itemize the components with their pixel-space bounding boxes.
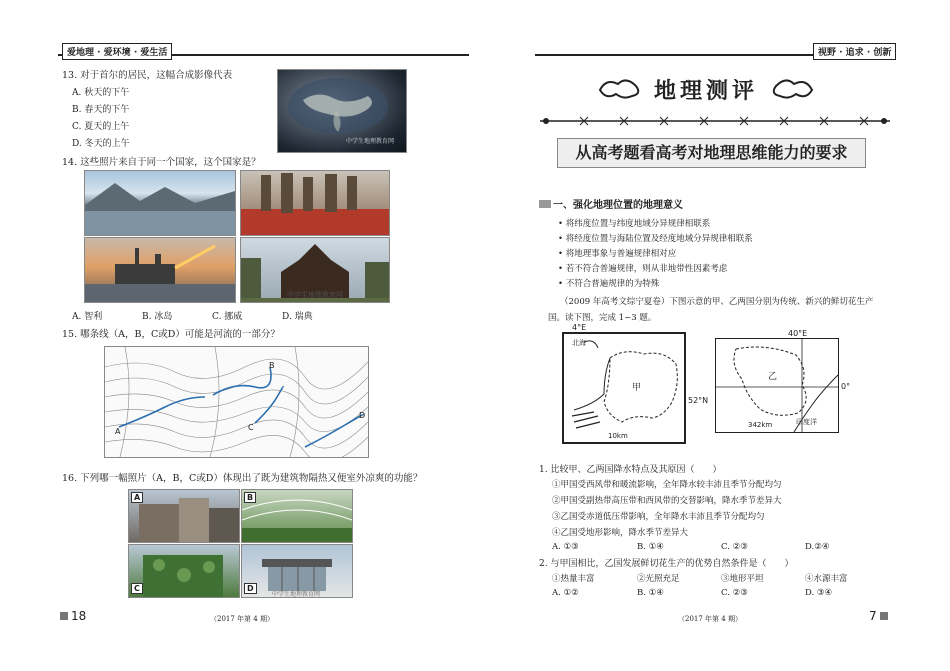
q1-choice-1: ①甲国受西风带和暖流影响，全年降水较丰沛且季节分配均匀 bbox=[552, 480, 782, 490]
line-label-c: C bbox=[248, 423, 254, 432]
section-heading-text: 一、强化地理位置的地理意义 bbox=[553, 200, 683, 211]
modern-building-photo-d bbox=[241, 544, 353, 598]
earth-composite-image bbox=[277, 69, 407, 153]
page-number-text: 18 bbox=[71, 609, 87, 623]
map-jia-lat: 52°N bbox=[688, 396, 709, 405]
q2-stem: 2. 与甲国相比，乙国发展鲜切花生产的优势自然条件是（ ） bbox=[539, 559, 794, 569]
bullet-4: • 若不符合普遍规律，则从非地带性因素考虑 bbox=[558, 264, 728, 274]
q14-option-c: C. 挪威 bbox=[212, 312, 243, 322]
q1-option-c: C. ②③ bbox=[721, 542, 748, 552]
banner-title: 地理测评 bbox=[653, 79, 758, 104]
contour-lines bbox=[105, 347, 368, 457]
q2-option-a: A. ①② bbox=[552, 588, 579, 598]
bullet-2: • 将经度位置与海陆位置及经度地域分异规律相联系 bbox=[558, 234, 753, 244]
map-jia-graphic bbox=[564, 334, 684, 442]
q1-option-b: B. ①④ bbox=[637, 542, 664, 552]
q13-option-a: A. 秋天的下午 bbox=[72, 88, 130, 98]
q2-option-b: B. ①④ bbox=[637, 588, 664, 598]
green-wall-photo-c bbox=[128, 544, 240, 598]
stave-church-photo bbox=[240, 237, 390, 303]
page-number-text: 7 bbox=[869, 609, 877, 623]
q2-choice-4: ④水源丰富 bbox=[805, 574, 848, 584]
q13-option-d: D. 冬天的上午 bbox=[72, 139, 130, 149]
q1-choice-3: ③乙国受赤道低压带影响，全年降水丰沛且季节分配均匀 bbox=[552, 512, 765, 522]
building-photo-a bbox=[128, 489, 240, 543]
q2-option-d: D. ③④ bbox=[805, 588, 833, 598]
q1-option-d: D.②④ bbox=[805, 542, 830, 552]
section-marker-icon bbox=[539, 200, 551, 208]
line-label-b: B bbox=[269, 361, 275, 370]
map-yi-graphic bbox=[716, 339, 838, 432]
map-yi-scale: 342km bbox=[748, 421, 773, 429]
map-yi-lat: 0° bbox=[841, 382, 851, 391]
q2-choice-2: ②光照充足 bbox=[637, 574, 680, 584]
q2-choice-3: ③地形平坦 bbox=[721, 574, 764, 584]
page-marker-icon bbox=[60, 612, 68, 620]
right-page-number bbox=[869, 609, 888, 623]
map-yi-ocean: 印度洋 bbox=[796, 418, 817, 426]
q14-option-b: B. 冰岛 bbox=[142, 312, 173, 322]
question-intro: （2009 年高考文综宁夏卷）下图示意的甲、乙两国分别为传统、新兴的鲜切花生产国。读下图，完成 1~3 题。 bbox=[548, 297, 874, 323]
article-title-box bbox=[557, 138, 866, 168]
topographic-map bbox=[104, 346, 369, 458]
line-label-a: A bbox=[115, 427, 121, 436]
banner bbox=[596, 72, 816, 108]
photo-label-a: A bbox=[131, 492, 143, 503]
photo-label-c: C bbox=[131, 583, 143, 594]
q14-option-d: D. 瑞典 bbox=[282, 312, 313, 322]
dried-fish-photo bbox=[240, 170, 390, 236]
decorative-divider bbox=[540, 112, 890, 124]
oil-platform-photo bbox=[84, 237, 236, 303]
section-heading bbox=[539, 196, 683, 211]
map-jia-sea: 北海 bbox=[572, 339, 586, 347]
q13-option-b: B. 春天的下午 bbox=[72, 105, 130, 115]
photo-watermark: 中学生地理教育网 bbox=[287, 291, 343, 299]
photo-label-d: D bbox=[244, 583, 257, 594]
q16-stem: 16. 下列哪一幅照片（A，B，C或D）体现出了既为建筑物隔热又便室外凉爽的功能？ bbox=[62, 473, 423, 484]
left-footer: （2017 年第 4 期） bbox=[210, 615, 274, 623]
q1-choice-4: ④乙国受地形影响，降水季节差异大 bbox=[552, 528, 689, 538]
photo-label-b: B bbox=[244, 492, 256, 503]
q13-option-c: C. 夏天的上午 bbox=[72, 122, 130, 132]
q13-stem: 13. 对于首尔的居民，这幅合成影像代表 bbox=[62, 70, 233, 81]
q14-option-a: A. 智利 bbox=[72, 312, 103, 322]
greenhouse-photo-b bbox=[241, 489, 353, 543]
q14-stem: 14. 这些照片来自于同一个国家，这个国家是？ bbox=[62, 157, 261, 168]
bullet-3: • 将地理事象与普遍规律相对应 bbox=[558, 249, 677, 259]
line-label-d: D bbox=[359, 411, 366, 420]
q2-choice-1: ①热量丰富 bbox=[552, 574, 595, 584]
q1-option-a: A. ①③ bbox=[552, 542, 579, 552]
image-watermark: 中学生地理教育网 bbox=[346, 138, 395, 145]
map-yi-lon: 40°E bbox=[788, 329, 808, 338]
map-jia-lon: 4°E bbox=[572, 323, 587, 332]
page-marker-icon bbox=[880, 612, 888, 620]
q2-option-c: C. ②③ bbox=[721, 588, 748, 598]
map-country-jia bbox=[562, 332, 686, 444]
q1-choice-2: ②甲国受副热带高压带和西风带的交替影响，降水季节差异大 bbox=[552, 496, 782, 506]
fjord-photo bbox=[84, 170, 236, 236]
map-jia-scale: 10km bbox=[608, 432, 628, 440]
bullet-5: • 不符合普遍规律的为特殊 bbox=[558, 279, 660, 289]
map-yi-country: 乙 bbox=[768, 372, 778, 382]
right-header-tag: 视野 · 追求 · 创新 bbox=[813, 43, 896, 60]
right-footer: （2017 年第 4 期） bbox=[678, 615, 742, 623]
left-header-tag: 爱地理 · 爱环境 · 爱生活 bbox=[62, 43, 172, 60]
q1-stem: 1. 比较甲、乙两国降水特点及其原因（ ） bbox=[539, 465, 722, 475]
q15-stem: 15. 哪条线（A，B，C或D）可能是河流的一部分？ bbox=[62, 329, 280, 340]
bullet-1: • 将纬度位置与纬度地域分异规律相联系 bbox=[558, 219, 711, 229]
article-title: 从高考题看高考对地理思维能力的要求 bbox=[575, 143, 848, 162]
photo-watermark: 中学生地理教育网 bbox=[272, 591, 321, 598]
map-country-yi bbox=[715, 338, 839, 433]
left-page-number bbox=[60, 609, 86, 623]
map-jia-country: 甲 bbox=[632, 383, 642, 393]
